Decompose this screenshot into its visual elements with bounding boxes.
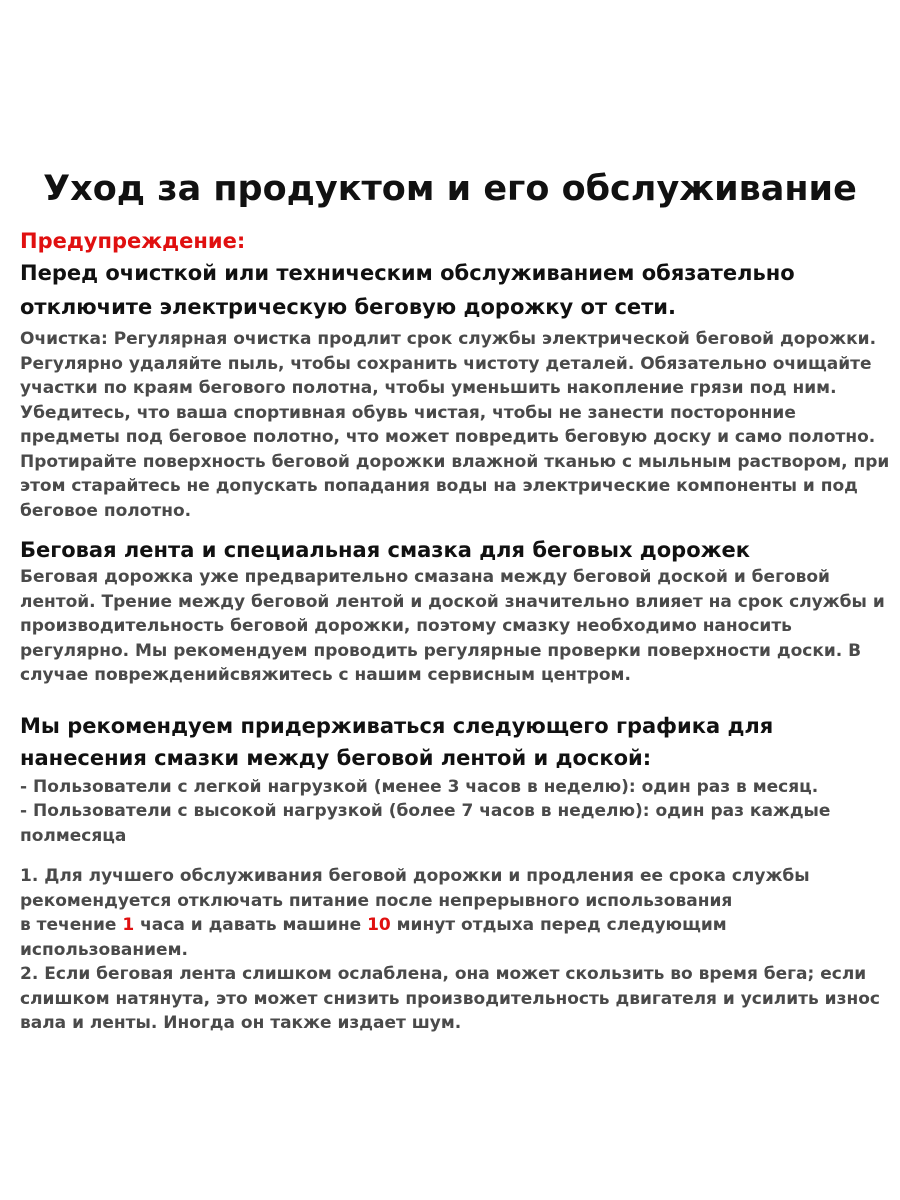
cleaning-paragraph: Очистка: Регулярная очистка продлит срок службы электрической беговой дорожки. Регулярно удаляйте пыль, чтобы сохранить чистоту деталей. Обязательно очищайте участки по краям бегового полотна, чтобы уменьшить накопление грязи под ним. Убедитесь, что ваша спортивная обувь чистая, чтобы не занести посторонние предметы под беговое полотно, что может повредить беговую доску и само полотно. Протирайте поверхность беговой дорожки влажной тканью с мыльным раствором, при этом старайтесь не допускать попадания воды на электрические компоненты и под беговое полотно. [20,329,890,521]
note-2: 2. Если беговая лента слишком ослаблена, она может скользить во время бега; если слишком натянута, это может снизить производительность двигателя и усилить износ вала и ленты. Иногда он также издает шум. [20,964,880,1033]
document-content [20,226,890,1036]
warning-text: Перед очисткой или техническим обслуживанием обязательно отключите электрическую беговую дорожку от сети. [20,261,795,319]
list-item: - Пользователи с легкой нагрузкой (менее 3 часов в неделю): один раз в месяц. [20,776,819,797]
note-1-prefix: в течение [20,915,123,935]
page-title: Уход за продуктом и его обслуживание [43,169,857,209]
hours-value: 1 [122,915,135,935]
note-1 [20,864,890,962]
list-item: - Пользователи с высокой нагрузкой (более 7 часов в неделю): один раз каждые полмесяца [20,801,831,846]
lubrication-paragraph: Беговая дорожка уже предварительно смазана между беговой доской и беговой лентой. Трение между беговой лентой и доской значительно влияет на срок службы и производительность беговой дорожки, поэтому смазку необходимо наносить регулярно. Мы рекомендуем проводить регулярные проверки поверхности доски. В случае поврежденийсвяжитесь с нашим сервисным центром. [20,567,885,685]
warning-section [20,226,890,324]
warning-label: Предупреждение: [20,229,246,253]
note-1-line-2: рекомендуется отключать питание после непрерывного использования [20,890,733,911]
lubrication-heading: Беговая лента и специальная смазка для беговых дорожек [20,538,751,562]
note-1-middle: часа и давать машине [134,915,368,935]
note-1-line-4: использованием. [20,939,188,960]
notes-section [20,864,890,1036]
schedule-heading: Мы рекомендуем придерживаться следующего графика для нанесения смазки между беговой лентой и доской: [20,713,774,770]
note-1-suffix: минут отдыха перед следующим [390,915,727,935]
minutes-value: 10 [367,915,391,935]
note-1-line-1: 1. Для лучшего обслуживания беговой дорожки и продления ее срока службы [20,866,810,886]
